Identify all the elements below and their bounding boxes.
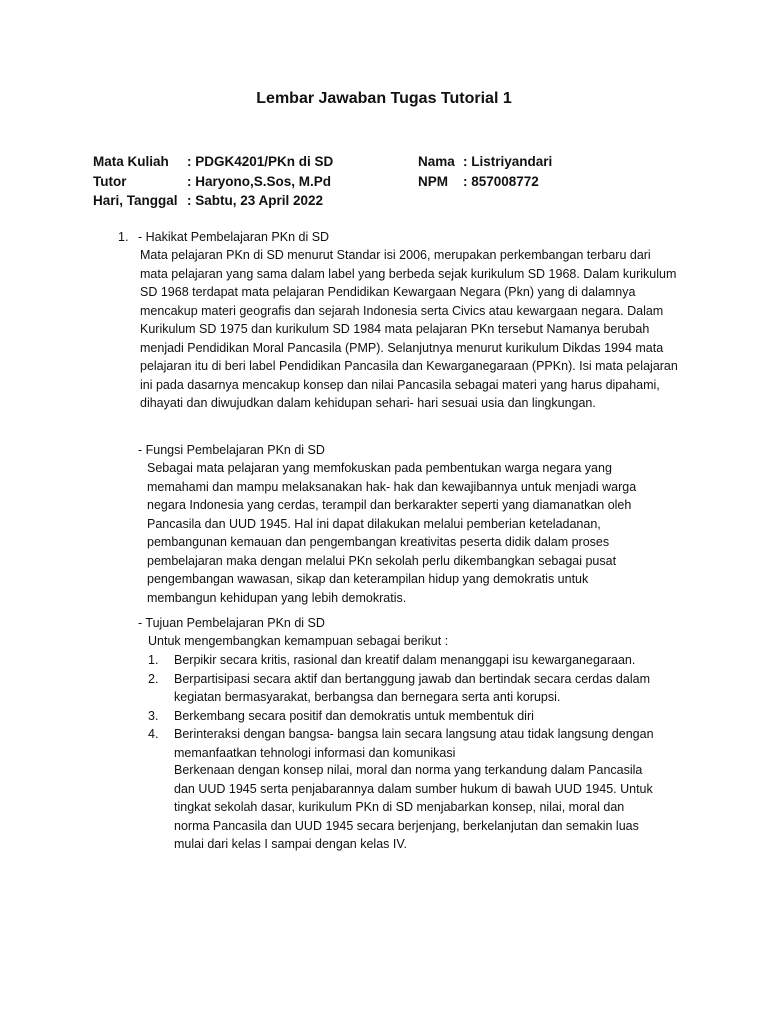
nama-label: Nama (418, 154, 455, 169)
page-title: Lembar Jawaban Tugas Tutorial 1 (256, 90, 512, 107)
section-paragraph: Mata pelajaran PKn di SD menurut Standar isi 2006, merupakan perkembangan terbaru dari mata pelajaran yang sama dalam label yang berbeda sejak kurikulum SD 1968. Dalam kurikulum SD 1968 terdapat mata pelajaran Pendidikan Kewargaan Negara (Pkn) yang di dalamnya mencakup materi geografis dan sejarah Indonesia serta Civics atau kewargaan negara. Dalam Kurikulum SD 1975 dan kurikulum SD 1984 mata pelajaran PKn tersebut Namanya berubah menjadi Pendidikan Moral Pancasila (PMP). Selanjutnya menurut kurikulum Dikdas 1994 mata pelajaran itu di beri label Pendidikan Pancasila dan Kewarganegaraan (PPKn). Isi mata pelajaran ini pada dasarnya mencakup konsep dan nilai Pancasila sebagai materi yang harus dipahami, dihayati dan diwujudkan dalam kehidupan sehari- hari sesuai usia dan lingkungan. (140, 248, 678, 410)
list-item (148, 725, 668, 762)
list-text: Berpikir secara kritis, rasional dan kreatif dalam menanggapi isu kewarganegaraan. (174, 653, 636, 667)
list-item (148, 670, 668, 707)
question-number: 1. (118, 230, 129, 244)
hari-tanggal-label: Hari, Tanggal (93, 193, 178, 208)
npm-value: : 857008772 (463, 173, 539, 189)
section-heading: - Hakikat Pembelajaran PKn di SD (138, 230, 330, 244)
mata-kuliah-label: Mata Kuliah (93, 154, 169, 169)
student-info (418, 152, 552, 191)
tutor-row (93, 172, 333, 192)
section-heading: - Tujuan Pembelajaran PKn di SD (138, 616, 325, 630)
list-item (148, 707, 668, 726)
section-paragraph: Sebagai mata pelajaran yang memfokuskan pada pembentukan warga negara yang memahami dan mampu melaksanakan hak- hak dan kewajibannya untuk menjadi warga negara Indonesia yang cerdas, terampil dan berkarakter seperti yang diamanatkan oleh Pancasila dan UUD 1945. Hal ini dapat dilakukan melalui pemberian keteladanan, pembangunan kemauan dan pengembangan kreativitas peserta didik dalam proses pembelajaran maka dengan melalui PKn sekolah perlu dikembangkan sebagai pusat pengembangan wawasan, sikap dan keterampilan hidup yang demokratis untuk membangun kehidupan yang lebih demokratis. (147, 461, 637, 605)
list-number: 2. (148, 671, 159, 686)
list-number: 4. (148, 727, 159, 741)
list-text: Berpartisipasi secara aktif dan bertanggung jawab dan bertindak secara cerdas dalam kegiatan bermasyarakat, berbangsa dan bernegara serta anti korupsi. (174, 671, 650, 704)
hari-tanggal-row (93, 191, 333, 211)
mata-kuliah-value: : PDGK4201/PKn di SD (187, 154, 334, 169)
objectives-list (148, 651, 668, 762)
npm-label: NPM (418, 173, 448, 189)
course-info (93, 152, 333, 211)
list-text: Berinteraksi dengan bangsa- bangsa lain secara langsung atau tidak langsung dengan memanfaatkan tehnologi informasi dan komunikasi (174, 727, 654, 760)
section-heading: - Fungsi Pembelajaran PKn di SD (138, 443, 325, 457)
list-number: 3. (148, 708, 159, 723)
tutor-value: : Haryono,S.Sos, M.Pd (187, 173, 332, 189)
nama-value: : Listriyandari (463, 154, 553, 169)
list-number: 1. (148, 653, 159, 667)
npm-row (418, 172, 552, 192)
nama-row (418, 152, 552, 172)
list-item (148, 651, 668, 670)
list-text: Berkembang secara positif dan demokratis untuk membentuk diri (174, 708, 534, 723)
section-intro: Untuk mengembangkan kemampuan sebagai berikut : (148, 634, 449, 648)
section-closing: Berkenaan dengan konsep nilai, moral dan norma yang terkandung dalam Pancasila dan UUD 1945 serta penjabarannya dalam sumber hukum di bawah UUD 1945. Untuk tingkat sekolah dasar, kurikulum PKn di SD menjabarkan konsep, nilai, moral dan norma Pancasila dan UUD 1945 secara berjenjang, berkelanjutan dan semakin luas mulai dari kelas I sampai dengan kelas IV. (174, 763, 653, 851)
mata-kuliah-row (93, 152, 333, 172)
tutor-label: Tutor (93, 173, 127, 189)
hari-tanggal-value: : Sabtu, 23 April 2022 (187, 193, 324, 208)
